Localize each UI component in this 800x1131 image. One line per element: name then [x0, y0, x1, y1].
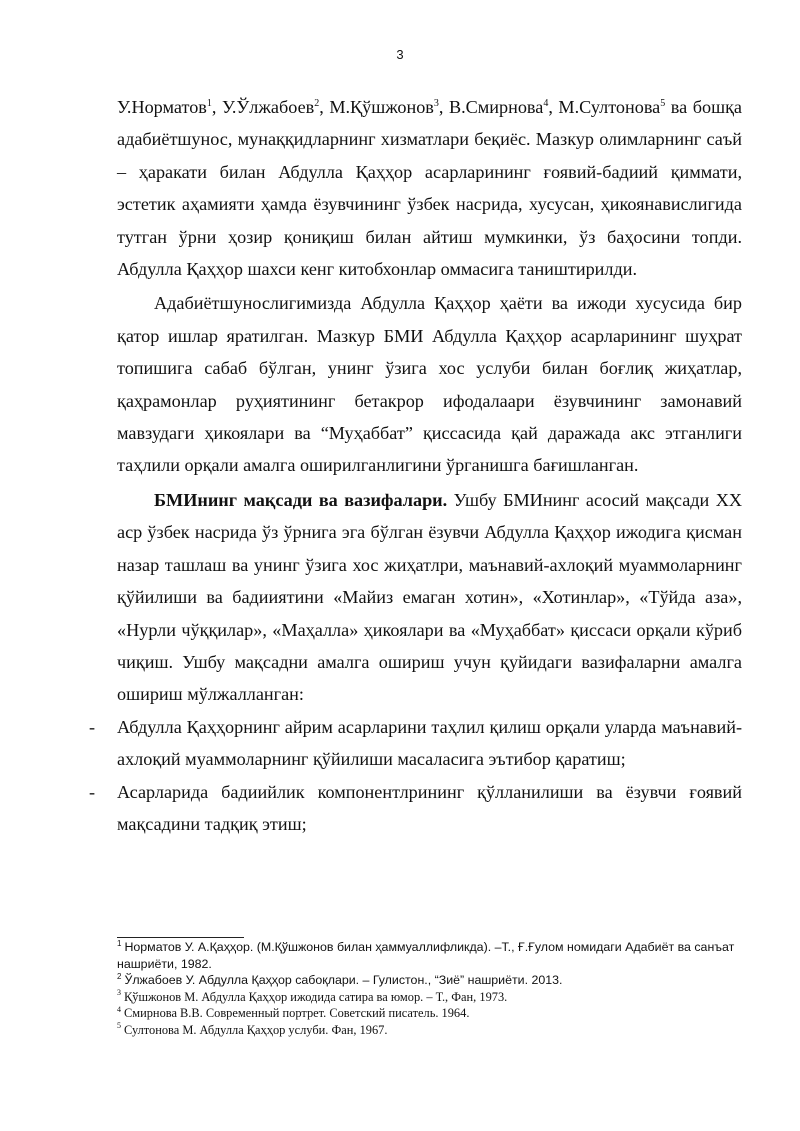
paragraph-2: Адабиётшунослигимизда Абдулла Қаҳҳор ҳаёти ва ижоди хусусида бир қатор ишлар яратилган. Мазкур БМИ Абдулла Қаҳҳор асарларининг шуҳрат топишига сабаб бўлган, унинг ўзига хос услуби билан боғлиқ жиҳатлар, қаҳрамонлар руҳиятининг бетакрор ифодалаари ёзувчининг замонавий мавзудаги ҳикоялари ва “Муҳаббат” қиссасида қай даражада акс этганлиги таҳлили орқали амалга оширилганлигини ўрганишга бағишланган.	[117, 293, 742, 476]
footnote-mark: 1	[117, 938, 122, 948]
footnote-mark: 2	[117, 971, 122, 981]
list-item-text: Асарларида бадиийлик компонентлрининг қўлланилиши ва ёзувчи ғоявий мақсадини тадқиқ этиш;	[117, 781, 742, 834]
footnote-2	[117, 972, 742, 989]
list-item	[89, 711, 742, 776]
dash-marker: -	[89, 716, 96, 737]
task-list	[89, 711, 742, 841]
author-smirnova: , В.Смирнова	[438, 97, 544, 117]
paragraph-1	[117, 91, 742, 285]
paragraph-3-text: Ушбу БМИнинг асосий мақсади XX аср ўзбек насрида ўз ўрнига эга бўлган ёзувчи Абдулла Қаҳҳор ижодига қисман назар ташлаш ва унинг ўзига хос жиҳатлри, маънавий-ахлоқий муаммоларнинг қўйилиши ва бадииятини «Майиз емаган хотин», «Хотинлар», «Тўйда аза», «Нурли чўққилар», «Маҳалла» ҳикоялари ва «Муҳаббат» қиссаси орқали кўриб чиқиш. Ушбу мақсадни амалга ошириш учун қуйидаги вазифаларни амалга ошириш мўлжалланган:	[117, 489, 742, 705]
footnote-mark: 5	[117, 1021, 121, 1031]
footnote-5	[117, 1022, 742, 1039]
footnote-mark: 4	[117, 1004, 121, 1014]
author-uljaboev: , У.Ўлжабоев	[211, 97, 315, 117]
footnote-ref-2[interactable]: 2	[314, 97, 320, 109]
footnote-4	[117, 1005, 742, 1022]
footnote-1	[117, 939, 742, 972]
footnote-text: Ўлжабоев У. Абдулла Қаҳҳор сабоқлари. – Гулистон., “Зиё” нашриёти. 2013.	[124, 973, 563, 987]
list-item-text: Абдулла Қаҳҳорнинг айрим асарларини таҳлил қилиш орқали уларда маънавий-ахлоқий муаммоларнинг қўйилиши масаласига эътибор қаратиш;	[117, 716, 742, 770]
footnote-text: Қўшжонов М. Абдулла Қаҳҳор ижодида сатира ва юмор. – Т., Фан, 1973.	[124, 989, 508, 1004]
paragraph-3	[117, 484, 742, 711]
footnote-text: Султонова М. Абдулла Қаҳҳор услуби. Фан, 1967.	[124, 1022, 388, 1037]
section-heading: БМИнинг мақсади ва вазифалари.	[154, 489, 448, 510]
footnote-ref-3[interactable]: 3	[433, 97, 439, 109]
list-item	[89, 776, 742, 841]
footnote-ref-5[interactable]: 5	[660, 97, 666, 109]
footnote-mark: 3	[117, 988, 121, 998]
page-number: 3	[396, 47, 404, 62]
author-qushjonov: , М.Қўшжонов	[319, 97, 434, 117]
author-sultonova: , М.Султонова	[548, 97, 661, 117]
footnote-separator	[117, 937, 244, 938]
footnote-ref-4[interactable]: 4	[543, 97, 549, 109]
footnotes	[117, 939, 742, 1038]
footnote-ref-1[interactable]: 1	[206, 97, 212, 109]
footnote-text: Смирнова В.В. Современный портрет. Советский писатель. 1964.	[124, 1006, 470, 1020]
dash-marker: -	[89, 781, 96, 802]
body-text	[89, 91, 742, 840]
footnote-3	[117, 989, 742, 1006]
author-normatov: У.Норматов	[117, 97, 207, 117]
footnote-text: Норматов У. А.Қаҳҳор. (М.Қўшжонов билан ҳаммуаллифликда). –Т., Ғ.Ғулом номидаги Адабиёт ва санъат нашриёти, 1982.	[117, 940, 735, 971]
paragraph-1-text: ва бошқа адабиётшунос, мунаққидларнинг хизматлари беқиёс. Мазкур олимларнинг саъй – ҳаракати билан Абдулла Қаҳҳор асарларининг ғоявий-бадиий қиммати, эстетик аҳамияти ҳамда ёзувчининг ўзбек насрида, хусусан, ҳикоянавислигида тутган ўрни ҳозир қониқиш билан айтиш мумкинки, ўз баҳосини топди. Абдулла Қаҳҳор шахси кенг китобхонлар оммасига таништирилди.	[117, 97, 742, 280]
